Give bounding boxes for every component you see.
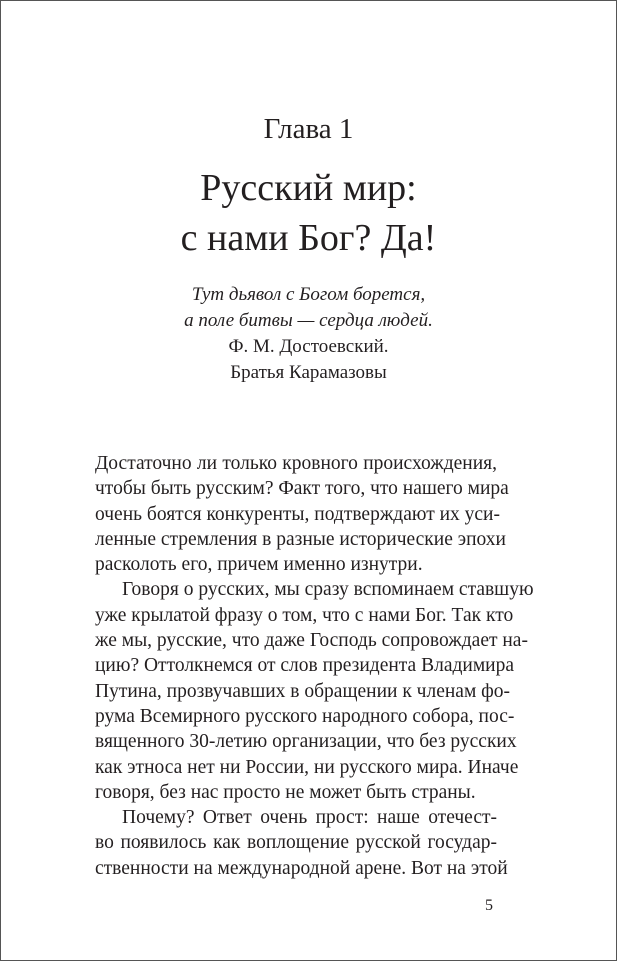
chapter-title-line-2: с нами Бог? Да! bbox=[180, 217, 437, 259]
body-text bbox=[95, 451, 534, 881]
body-line: Путина, прозвучавших в обращении к членам фо- bbox=[95, 680, 511, 702]
body-line: ленные стремления в разные исторические эпохи bbox=[95, 528, 506, 550]
chapter-number: Глава 1 bbox=[263, 113, 354, 145]
body-line: Почему? Ответ очень прост: наше отечест- bbox=[122, 807, 497, 829]
body-line: очень боятся конкуренты, подтверждают их уси- bbox=[95, 503, 500, 525]
body-line: чтобы быть русским? Факт того, что нашего мира bbox=[95, 478, 509, 500]
body-line: как этноса нет ни России, ни русского мира. Иначе bbox=[95, 756, 519, 778]
epigraph-line-1: Тут дьявол с Богом борется, bbox=[191, 284, 426, 305]
body-line: Говоря о русских, мы сразу вспоминаем ставшую bbox=[122, 579, 534, 601]
epigraph-source: Братья Карамазовы bbox=[230, 362, 387, 383]
body-line: цию? Оттолкнемся от слов президента Владимира bbox=[95, 655, 515, 677]
body-line: уже крылатой фразу о том, что с нами Бог. Так кто bbox=[95, 604, 514, 626]
body-line: Достаточно ли только кровного происхождения, bbox=[95, 453, 497, 474]
body-line: ственности на международной арене. Вот на этой bbox=[95, 857, 508, 879]
body-line: во появилось как воплощение русской государ- bbox=[95, 832, 497, 854]
epigraph-line-2: а поле битвы — сердца людей. bbox=[184, 310, 433, 331]
body-line: расколоть его, причем именно изнутри. bbox=[95, 554, 423, 576]
page-number: 5 bbox=[485, 897, 493, 914]
body-line: вященного 30-летию организации, что без русских bbox=[95, 731, 517, 753]
epigraph-author: Ф. М. Достоевский. bbox=[228, 336, 389, 357]
body-line: же мы, русские, что даже Господь сопровождает на- bbox=[95, 630, 528, 652]
body-line: рума Всемирного русского народного собора, пос- bbox=[95, 705, 515, 727]
body-line: говоря, без нас просто не может быть страны. bbox=[95, 781, 476, 803]
chapter-title-line-1: Русский мир: bbox=[200, 167, 417, 209]
